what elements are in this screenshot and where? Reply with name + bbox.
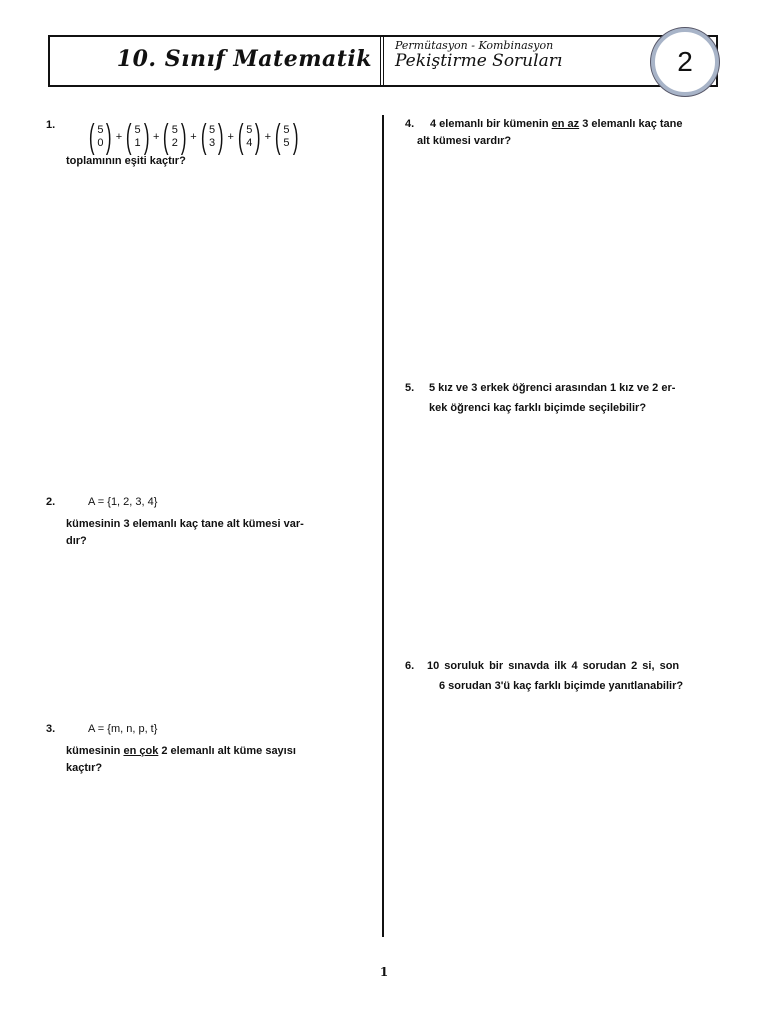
question-number: 4. [405, 118, 415, 130]
plus-sign: + [227, 131, 234, 143]
paren-left: ( [237, 118, 244, 156]
binomial-stack [97, 124, 103, 150]
binomial-bottom: 2 [171, 137, 178, 149]
paren-right: ) [106, 118, 112, 156]
paren-left: ( [274, 118, 281, 156]
binomial-top: 5 [171, 124, 178, 136]
binomial-top: 5 [134, 124, 141, 136]
binomial-bottom: 3 [208, 137, 216, 149]
sheet-number-badge [651, 28, 719, 96]
question-text-line1: kümesinin 3 elemanlı kaç tane alt kümesi var- [66, 518, 304, 530]
paren-right: ) [292, 118, 299, 156]
binomial-bottom: 5 [283, 137, 290, 149]
question-text-line1 [430, 115, 683, 133]
paren-right: ) [217, 118, 224, 156]
binomial-stack [246, 124, 252, 150]
plus-sign: + [190, 131, 197, 143]
sheet-number: 2 [677, 46, 693, 77]
emphasized-text: en az [551, 118, 580, 130]
question-text-line1 [66, 742, 296, 760]
question-number: 3. [46, 723, 56, 735]
worksheet-title: 10. Sınıf Matematik [116, 46, 372, 72]
emphasized-text: en çok [123, 745, 159, 757]
set-definition: A = {1, 2, 3, 4} [88, 496, 158, 508]
question-3 [46, 720, 366, 780]
binomial-coefficient [86, 120, 115, 154]
paren-right: ) [143, 118, 150, 156]
binomial-top: 5 [246, 124, 253, 136]
text-part: 4 elemanlı bir kümenin [430, 118, 552, 130]
question-text-line1: 5 kız ve 3 erkek öğrenci arasından 1 kız ve 2 er- [429, 382, 676, 394]
text-part: kümesinin [66, 745, 124, 757]
binomial-coefficient [160, 120, 189, 154]
question-2 [46, 493, 366, 553]
question-number: 1. [46, 119, 56, 131]
binomial-top: 5 [283, 124, 290, 136]
worksheet-header [48, 35, 718, 87]
paren-left: ( [200, 118, 207, 156]
text-part: 3 elemanlı kaç tane [579, 118, 683, 130]
paren-right: ) [255, 118, 261, 156]
paren-left: ( [163, 118, 169, 156]
plus-sign: + [153, 131, 160, 143]
binomial-top: 5 [208, 124, 216, 136]
binomial-bottom: 0 [97, 137, 104, 149]
question-number: 5. [405, 382, 415, 394]
question-text-line2: kaçtır? [66, 762, 103, 774]
binomial-stack [209, 124, 215, 150]
title-box [50, 37, 384, 85]
question-6 [405, 657, 725, 697]
question-number: 6. [405, 660, 415, 672]
question-5 [405, 379, 725, 419]
binomial-bottom: 1 [134, 137, 141, 149]
binomial-stack [135, 124, 141, 150]
question-text-line2: 6 sorudan 3'ü kaç farklı biçimde yanıtlanabilir? [439, 680, 684, 692]
question-text-line2: kek öğrenci kaç farklı biçimde seçilebilir? [429, 402, 647, 414]
paren-left: ( [88, 118, 95, 156]
worksheet-subtitle: Pekiştirme Soruları [395, 51, 563, 71]
text-part: 2 elemanlı alt küme sayısı [158, 745, 296, 757]
binomial-sum [86, 120, 301, 154]
binomial-top: 5 [97, 124, 104, 136]
set-definition: A = {m, n, p, t} [88, 723, 158, 735]
question-text-line2: alt kümesi vardır? [417, 135, 512, 147]
question-text-line1: 10 soruluk bir sınavda ilk 4 sorudan 2 si, son [427, 660, 680, 672]
question-text: toplamının eşiti kaçtır? [66, 155, 186, 167]
binomial-stack [283, 124, 289, 150]
binomial-coefficient [272, 120, 301, 154]
plus-sign: + [264, 131, 272, 143]
paren-left: ( [126, 118, 132, 156]
column-divider [382, 115, 384, 937]
binomial-stack [172, 124, 178, 150]
topic-name: Permütasyon - Kombinasyon [395, 39, 554, 52]
paren-right: ) [180, 118, 187, 156]
question-text-line2: dır? [66, 535, 87, 547]
binomial-coefficient [123, 120, 152, 154]
plus-sign: + [115, 131, 123, 143]
binomial-coefficient [198, 120, 227, 154]
question-number: 2. [46, 496, 56, 508]
binomial-bottom: 4 [246, 137, 253, 149]
topic-box [395, 39, 562, 71]
question-4 [405, 115, 725, 155]
binomial-coefficient [235, 120, 264, 154]
question-1 [46, 116, 366, 176]
page-number: 1 [379, 965, 389, 979]
